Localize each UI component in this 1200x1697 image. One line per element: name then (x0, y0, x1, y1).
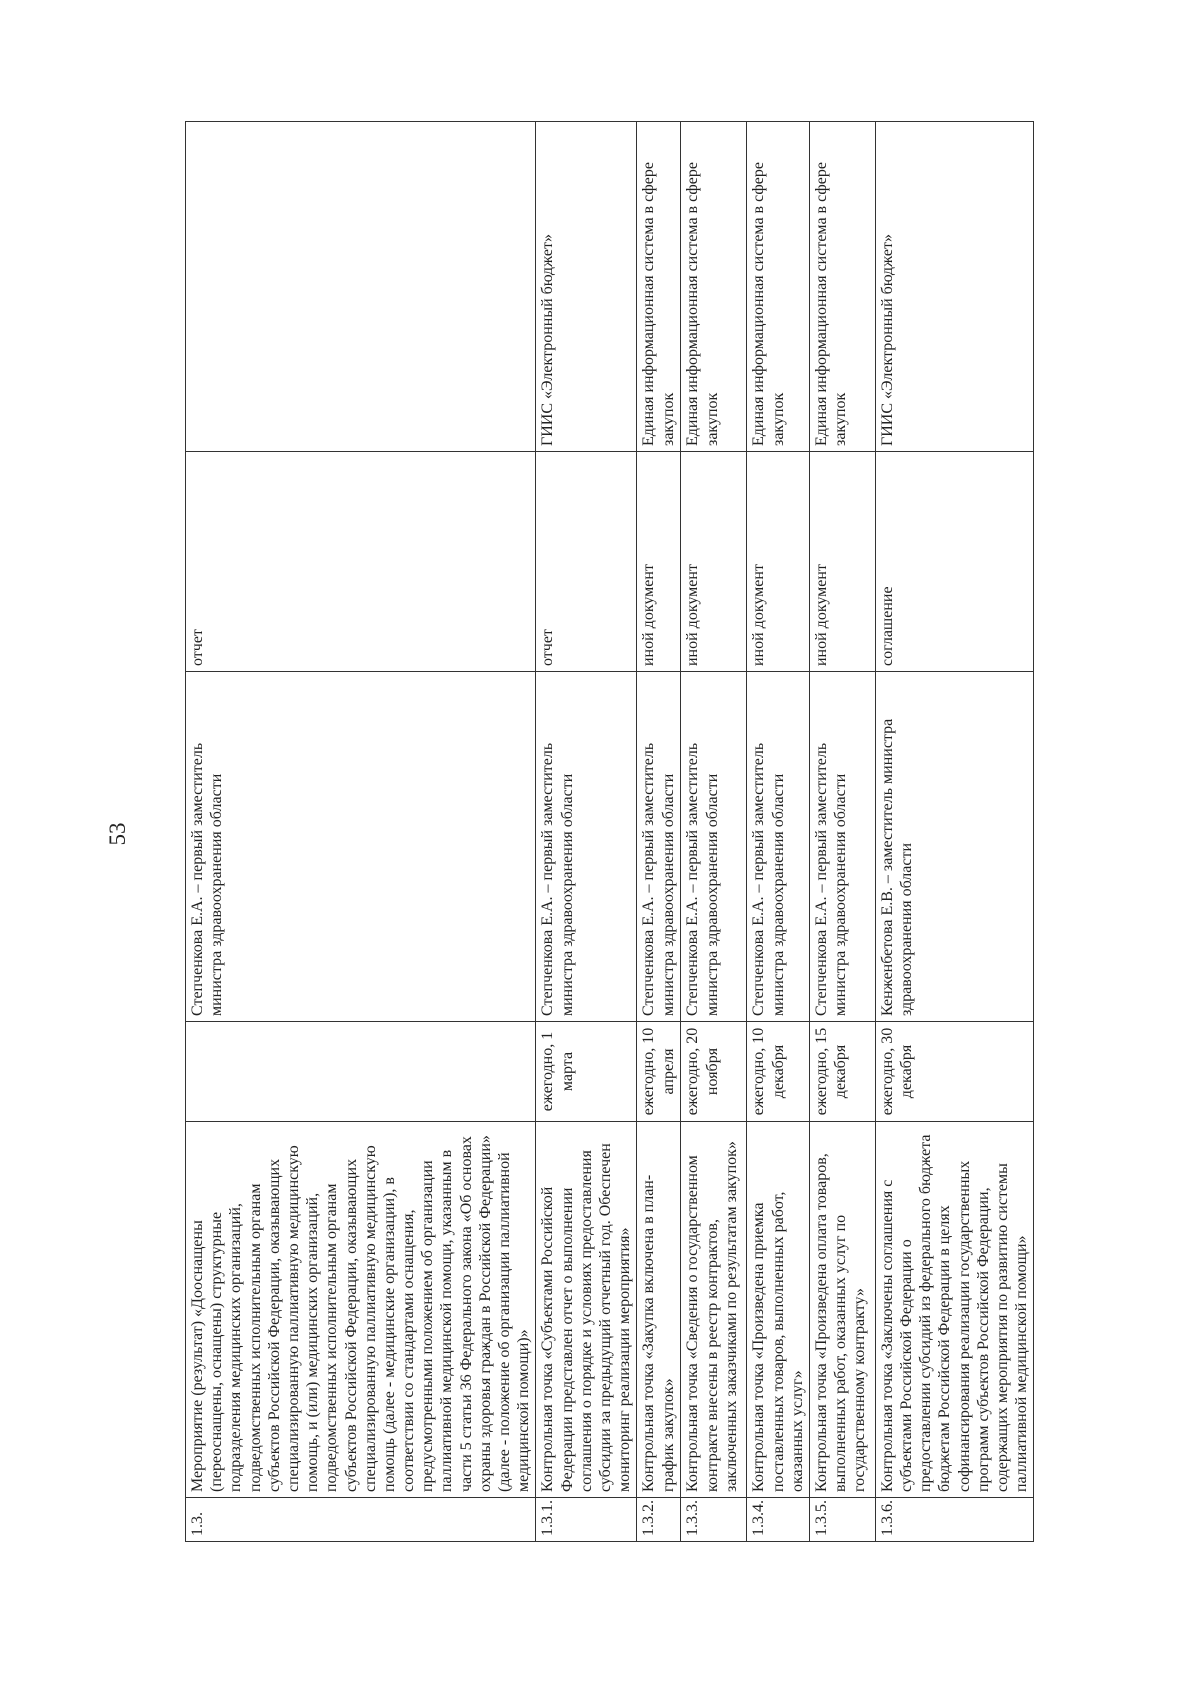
row-responsible: Степченкова Е.А. – первый заместитель министра здравоохранения области (809, 672, 875, 1022)
row-term: ежегодно, 30 декабря (875, 1022, 1034, 1122)
row-system: Единая информационная система в сфере закупок (747, 122, 810, 452)
rotated-table-wrapper (185, 0, 1200, 1542)
row-number: 1.3.4. (747, 1498, 810, 1542)
row-number: 1.3.5. (809, 1498, 875, 1542)
row-responsible: Степченкова Е.А. – первый заместитель министра здравоохранения области (536, 672, 637, 1022)
row-document: иной документ (681, 452, 747, 672)
row-document: соглашение (875, 452, 1034, 672)
page-number: 53 (105, 822, 130, 846)
plan-table (185, 121, 1034, 1542)
row-system: Единая информационная система в сфере закупок (637, 122, 681, 452)
row-responsible: Степченкова Е.А. – первый заместитель министра здравоохранения области (637, 672, 681, 1022)
row-system: Единая информационная система в сфере закупок (681, 122, 747, 452)
row-system: ГИИС «Электронный бюджет» (875, 122, 1034, 452)
row-number: 1.3.2. (637, 1498, 681, 1542)
table-row (875, 122, 1034, 1542)
table-row (536, 122, 637, 1542)
row-system (186, 122, 536, 452)
row-responsible: Степченкова Е.А. – первый заместитель министра здравоохранения области (681, 672, 747, 1022)
row-term: ежегодно, 15 декабря (809, 1022, 875, 1122)
row-document: отчет (536, 452, 637, 672)
table-row (186, 122, 536, 1542)
row-term (186, 1022, 536, 1122)
table-row (637, 122, 681, 1542)
row-responsible: Кенженбетова Е.В. – заместитель министра здравоохранения области (875, 672, 1034, 1022)
row-system: Единая информационная система в сфере закупок (809, 122, 875, 452)
row-number: 1.3.3. (681, 1498, 747, 1542)
row-responsible: Степченкова Е.А. – первый заместитель министра здравоохранения области (186, 672, 536, 1022)
row-document: иной документ (637, 452, 681, 672)
row-name: Контрольная точка «Субъектами Российской Федерации представлен отчет о выполнении соглашения о порядке и условиях предоставления субсидии за предыдущий отчетный год. Обеспечен мониторинг реализации мероприятия» (536, 1122, 637, 1498)
row-document: иной документ (809, 452, 875, 672)
row-name: Контрольная точка «Закупка включена в план-график закупок» (637, 1122, 681, 1498)
table-row (747, 122, 810, 1542)
row-name: Контрольная точка «Заключены соглашения с субъектами Российской Федерации о предоставлении субсидий из федерального бюджета бюджетам Российской Федерации в целях софинансирования реализации государственных программ субъектов Российской Федерации, содержащих мероприятия по развитию системы паллиативной медицинской помощи» (875, 1122, 1034, 1498)
row-name: Контрольная точка «Произведена приемка поставленных товаров, выполненных работ, оказанных услуг» (747, 1122, 810, 1498)
table-row (809, 122, 875, 1542)
row-system: ГИИС «Электронный бюджет» (536, 122, 637, 452)
row-number: 1.3.1. (536, 1498, 637, 1542)
row-term: ежегодно, 1 марта (536, 1022, 637, 1122)
table-row (681, 122, 747, 1542)
row-number: 1.3.6. (875, 1498, 1034, 1542)
row-term: ежегодно, 10 апреля (637, 1022, 681, 1122)
row-document: иной документ (747, 452, 810, 672)
row-name: Контрольная точка «Сведения о государственном контракте внесены в реестр контрактов, заключенных заказчиками по результатам закупок» (681, 1122, 747, 1498)
row-number: 1.3. (186, 1498, 536, 1542)
row-term: ежегодно, 20 ноября (681, 1022, 747, 1122)
row-name: Контрольная точка «Произведена оплата товаров, выполненных работ, оказанных услуг по государственному контракту» (809, 1122, 875, 1498)
row-responsible: Степченкова Е.А. – первый заместитель министра здравоохранения области (747, 672, 810, 1022)
row-name: Мероприятие (результат) «Дооснащены (переоснащены, оснащены) структурные подразделения медицинских организаций, подведомственных исполнительным органам субъектов Российской Федерации, оказывающих специализированную паллиативную медицинскую помощь, и (или) медицинских организаций, подведомственных исполнительным органам субъектов Российской Федерации, оказывающих специализированную паллиативную медицинскую помощь (далее - медицинские организации), в соответствии со стандартами оснащения, предусмотренными положением об организации паллиативной медицинской помощи, указанным в части 5 статьи 36 Федерального закона «Об основах охраны здоровья граждан в Российской Федерации» (далее - положение об организации паллиативной медицинской помощи)» (186, 1122, 536, 1498)
row-term: ежегодно, 10 декабря (747, 1022, 810, 1122)
row-document: отчет (186, 452, 536, 672)
